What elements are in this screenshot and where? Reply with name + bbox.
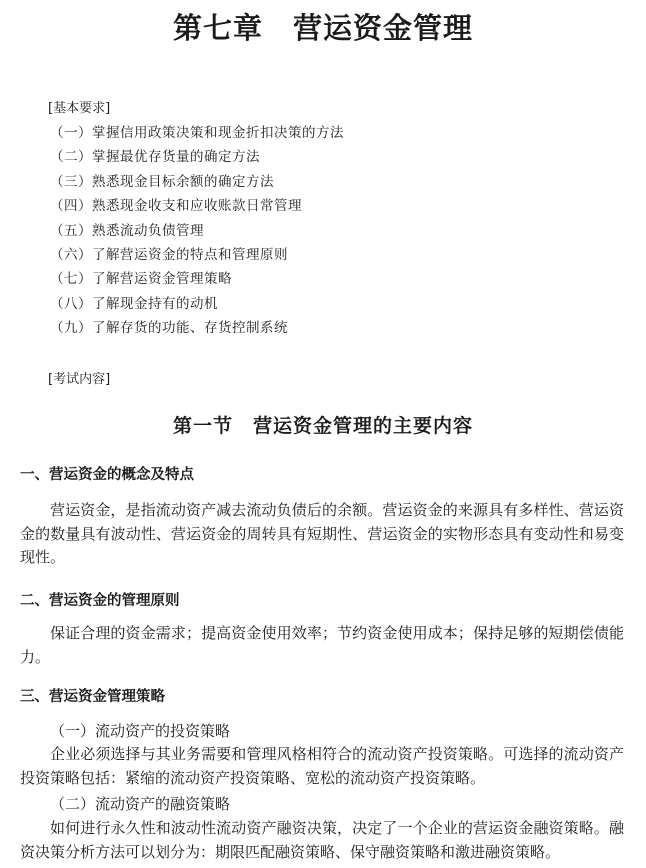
paragraph-financing-strategy: 如何进行永久性和波动性流动资产融资决策，决定了一个企业的营运资金融资策略。融资决策分析方法可以划分为：期限匹配融资策略、保守融资策略和激进融资策略。	[20, 819, 624, 861]
requirement-item: （三）熟悉现金目标余额的确定方法	[50, 173, 274, 190]
section-title: 第一节 营运资金管理的主要内容	[172, 415, 473, 437]
requirement-item: （四）熟悉现金收支和应收账款日常管理	[50, 198, 302, 215]
paragraph-principles: 保证合理的资金需求；提高资金使用效率；节约资金使用成本；保持足够的短期偿债能力。	[20, 624, 624, 666]
subheading-investment-strategy: （一）流动资产的投资策略	[50, 722, 231, 740]
requirement-item: （二）掌握最优存货量的确定方法	[50, 149, 260, 166]
requirement-item: （八）了解现金持有的动机	[50, 295, 218, 312]
exam-content-heading: [考试内容]	[48, 372, 111, 387]
requirement-item: （五）熟悉流动负债管理	[50, 222, 204, 239]
paragraph-concept: 营运资金，是指流动资产减去流动负债后的余额。营运资金的来源具有多样性、营运资金的数量具有波动性、营运资金的周转具有短期性、营运资金的实物形态具有变动性和易变现性。	[20, 501, 624, 566]
chapter-title: 第七章 营运资金管理	[172, 11, 473, 45]
part-heading-concept: 一、营运资金的概念及特点	[20, 467, 194, 483]
requirement-item: （七）了解营运资金管理策略	[50, 271, 232, 288]
requirement-item: （一）掌握信用政策决策和现金折扣决策的方法	[50, 125, 344, 141]
part-heading-strategies: 三、营运资金管理策略	[20, 689, 165, 705]
paragraph-investment-strategy: 企业必须选择与其业务需要和管理风格相符合的流动资产投资策略。可选择的流动资产投资策略包括：紧缩的流动资产投资策略、宽松的流动资产投资策略。	[20, 745, 624, 787]
requirement-item: （六）了解营运资金的特点和管理原则	[50, 246, 288, 263]
part-heading-principles: 二、营运资金的管理原则	[20, 593, 180, 609]
requirements-list	[50, 121, 344, 341]
basic-requirements-heading: [基本要求]	[48, 101, 111, 116]
requirement-item: （九）了解存货的功能、存货控制系统	[50, 320, 288, 337]
subheading-financing-strategy: （二）流动资产的融资策略	[50, 795, 231, 813]
